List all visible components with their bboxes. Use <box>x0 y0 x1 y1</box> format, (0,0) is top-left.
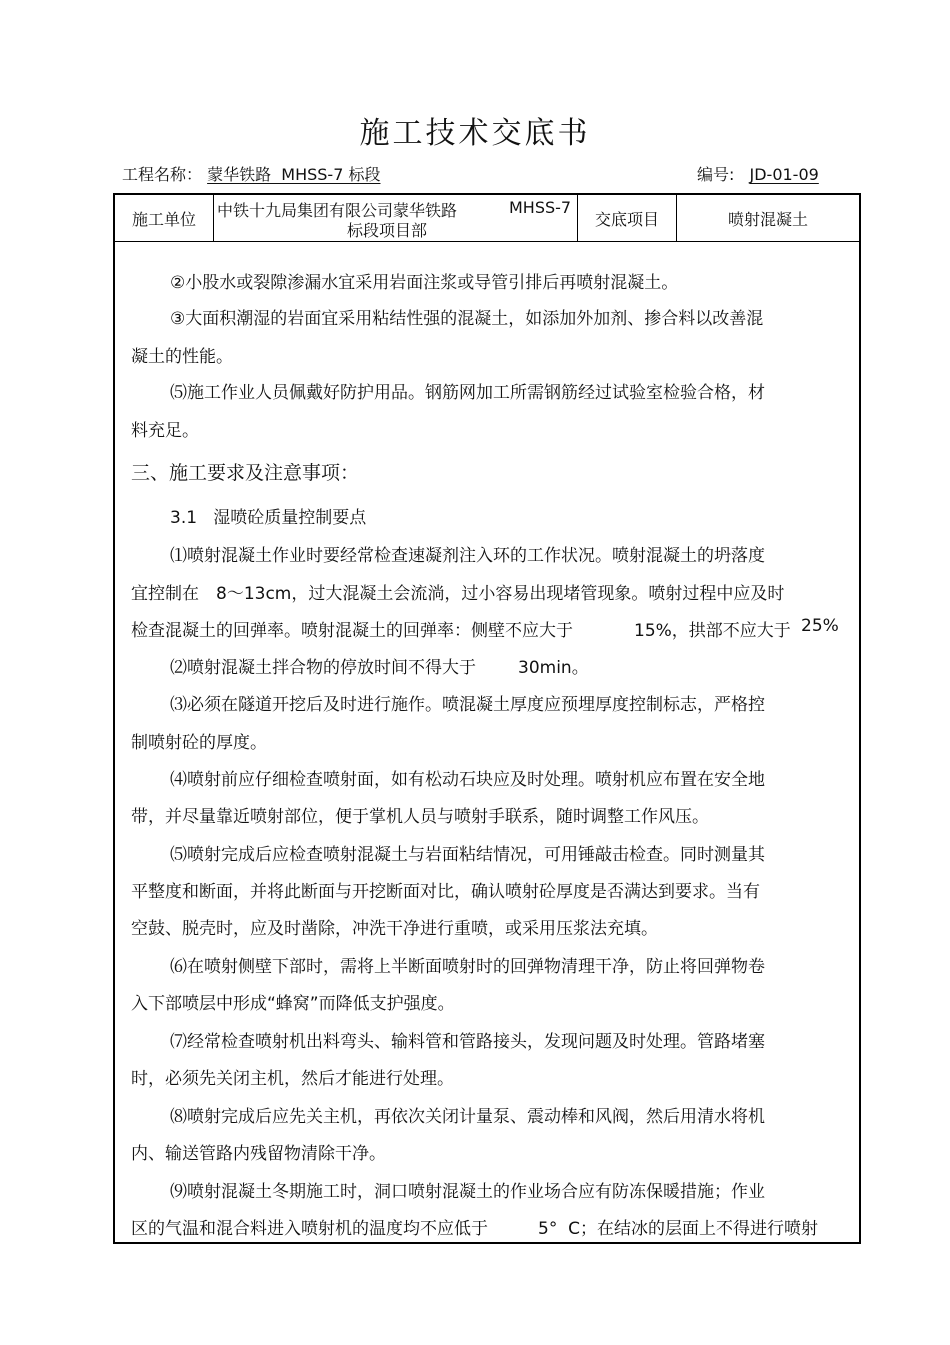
body-line: 时，必须先关闭主机，然后才能进行处理。 <box>131 1069 454 1089</box>
item-value: 喷射混凝土 <box>727 209 808 229</box>
document-number-value: JD-01-09 <box>749 165 819 184</box>
body-line: 料充足。 <box>131 421 199 441</box>
unit-value-line2: 标段项目部 <box>347 221 428 240</box>
document-title: 施工技术交底书 <box>359 116 591 151</box>
document-number-label: 编号: <box>697 165 735 184</box>
body-line: 内、输送管路内残留物清除干净。 <box>131 1144 386 1164</box>
body-line: ⑷喷射前应仔细检查喷射面，如有松动石块应及时处理。喷射机应布置在安全地 <box>170 770 765 790</box>
item-label: 交底项目 <box>594 209 659 229</box>
body-line: 5° C；在结冰的层面上不得进行喷射 <box>538 1219 818 1239</box>
unit-value-cell <box>213 195 578 241</box>
body-line: 15%，拱部不应大于 <box>634 621 791 641</box>
unit-label-cell <box>115 195 214 241</box>
body-line: ⑶必须在隧道开挖后及时进行施作。喷混凝土厚度应预埋厚度控制标志，严格控 <box>170 695 765 715</box>
body-line: ⑵喷射混凝土拌合物的停放时间不得大于 <box>170 658 476 678</box>
unit-value-line1: 中铁十九局集团有限公司蒙华铁路 <box>217 201 458 220</box>
body-line: 带，并尽量靠近喷射部位，便于掌机人员与喷射手联系，随时调整工作风压。 <box>131 807 709 827</box>
body-line: ③大面积潮湿的岩面宜采用粘结性强的混凝土，如添加外加剂、掺合料以改善混 <box>170 309 764 329</box>
table-header-row <box>115 195 859 242</box>
project-name-value: 蒙华铁路 MHSS-7 标段 <box>207 165 381 184</box>
unit-label: 施工单位 <box>131 209 196 229</box>
section-heading: 三、施工要求及注意事项： <box>131 462 360 484</box>
item-value-cell <box>677 195 859 241</box>
subsection-heading: 3.1 湿喷砼质量控制要点 <box>170 508 367 528</box>
body-line: 8～13cm，过大混凝土会流淌，过小容易出现堵管现象。喷射过程中应及时 <box>216 584 785 604</box>
body-line: 凝土的性能。 <box>131 347 233 367</box>
document-number <box>697 162 819 185</box>
body-line: ⑼喷射混凝土冬期施工时，洞口喷射混凝土的作业场合应有防冻保暖措施；作业 <box>170 1182 765 1202</box>
body-line: 检查混凝土的回弹率。喷射混凝土的回弹率：侧壁不应大于 <box>131 621 573 641</box>
body-line: 区的气温和混合料进入喷射机的温度均不应低于 <box>131 1219 488 1239</box>
body-line: ⑸喷射完成后应检查喷射混凝土与岩面粘结情况，可用锤敲击检查。同时测量其 <box>170 845 765 865</box>
body-line: ⑺经常检查喷射机出料弯头、输料管和管路接头，发现问题及时处理。管路堵塞 <box>170 1032 765 1052</box>
body-line: 25% <box>801 616 839 636</box>
project-name-label: 工程名称： <box>122 165 203 184</box>
body-line: 30min。 <box>518 658 589 678</box>
body-line: ⑹在喷射侧壁下部时，需将上半断面喷射时的回弹物清理干净，防止将回弹物卷 <box>170 957 765 977</box>
body-line: ⑻喷射完成后应先关主机，再依次关闭计量泵、震动棒和风阀，然后用清水将机 <box>170 1107 765 1127</box>
body-line: 制喷射砼的厚度。 <box>131 733 267 753</box>
body-line: 宜控制在 <box>131 584 199 604</box>
body-line: ②小股水或裂隙渗漏水宜采用岩面注浆或导管引排后再喷射混凝土。 <box>170 273 679 293</box>
body-line: 空鼓、脱壳时，应及时凿除，冲洗干净进行重喷，或采用压浆法充填。 <box>131 919 658 939</box>
unit-value-line1-code: MHSS-7 <box>509 198 572 217</box>
project-name <box>122 162 380 185</box>
body-line: 平整度和断面，并将此断面与开挖断面对比，确认喷射砼厚度是否满达到要求。当有 <box>131 882 760 902</box>
body-line: ⑸施工作业人员佩戴好防护用品。钢筋网加工所需钢筋经过试验室检验合格，材 <box>170 383 765 403</box>
item-label-cell <box>578 195 677 241</box>
body-line: ⑴喷射混凝土作业时要经常检查速凝剂注入环的工作状况。喷射混凝土的坍落度 <box>170 546 765 566</box>
body-line: 入下部喷层中形成“蜂窝”而降低支护强度。 <box>131 994 455 1014</box>
